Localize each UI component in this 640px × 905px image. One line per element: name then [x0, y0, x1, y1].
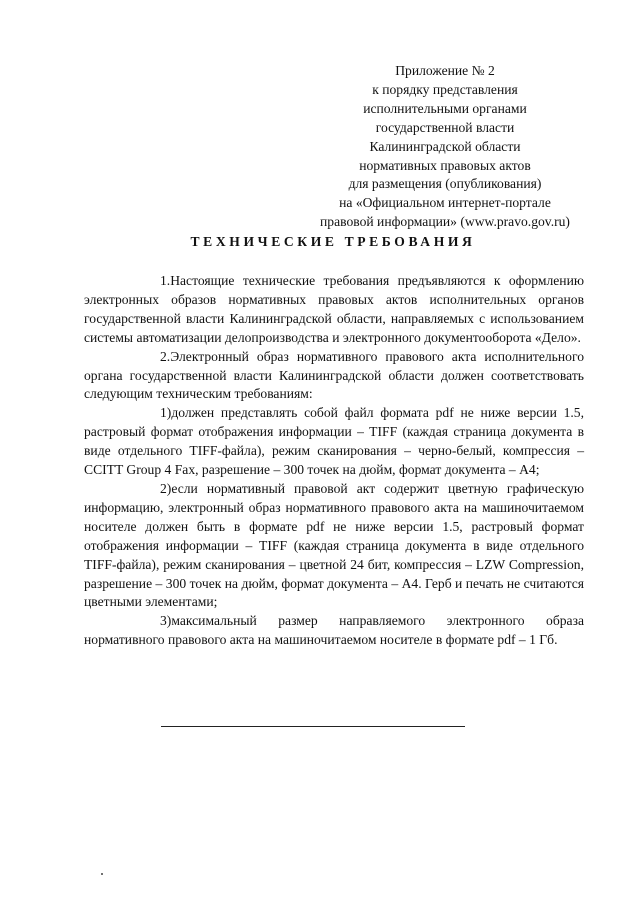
paragraph: [84, 348, 584, 405]
list-item-number: 2): [160, 480, 172, 496]
list-item-number: 1): [160, 405, 172, 421]
paragraph-text: Электронный образ нормативного правового акта исполнительного органа государственной власти Калининградской области должен соответствовать следующим техническим требованиям:: [84, 348, 584, 402]
appendix-line: исполнительными органами: [363, 100, 527, 116]
appendix-line: правовой информации» (www.pravo.gov.ru): [320, 214, 570, 230]
appendix-line: для размещения (опубликования): [348, 176, 542, 192]
appendix-line: нормативных правовых актов: [359, 157, 531, 173]
paragraph-text: Настоящие технические требования предъявляются к оформлению электронных образов нормативных правовых актов исполнительных органов государственной власти Калининградской области, направляемых с использованием системы автоматизации делопроизводства и электронного документооборота «Дело».: [84, 273, 584, 345]
appendix-line: Калининградской области: [369, 138, 521, 154]
appendix-line: Приложение № 2: [395, 63, 495, 78]
scan-speck: [101, 873, 103, 875]
appendix-line: государственной власти: [375, 119, 515, 135]
end-divider-line: [161, 726, 465, 727]
list-item: [84, 612, 584, 650]
paragraph: [84, 272, 584, 348]
appendix-line: к порядку представления: [372, 81, 518, 97]
list-item: [84, 480, 584, 612]
appendix-header: [300, 62, 590, 232]
appendix-line: на «Официальном интернет-портале: [339, 195, 551, 211]
paragraph-number: 1.: [160, 273, 171, 288]
list-item-text: должен представлять собой файл формата pdf не ниже версии 1.5, растровый формат отображения информации – TIFF (каждая страница документа в виде отдельного TIFF-файла), режим сканирования – черно-белый, компрессия – CCITT Group 4 Fax, разрешение – 300 точек на дюйм, формат документа – А4;: [84, 405, 584, 478]
list-item: [84, 404, 584, 480]
paragraph-number: 2.: [160, 348, 171, 364]
list-item-text: максимальный размер направляемого электронного образа нормативного правового акта на машиночитаемом носителе в формате pdf – 1 Гб.: [84, 613, 584, 648]
list-item-number: 3): [160, 613, 172, 629]
list-item-text: если нормативный правовой акт содержит цветную графическую информацию, электронный образ нормативного правового акта на машиночитаемом носителе должен быть в формате pdf не ниже версии 1.5, растровый формат отображения информации – TIFF (каждая страница документа в виде отдельного TIFF-файла), режим сканирования – цветной 24 бит, компрессия – LZW Compression, разрешение – 300 точек на дюйм, формат документа – А4. Герб и печать не считаются цветными элементами;: [84, 480, 584, 610]
document-body: [84, 272, 584, 650]
document-title: ТЕХНИЧЕСКИЕ ТРЕБОВАНИЯ: [190, 234, 476, 249]
